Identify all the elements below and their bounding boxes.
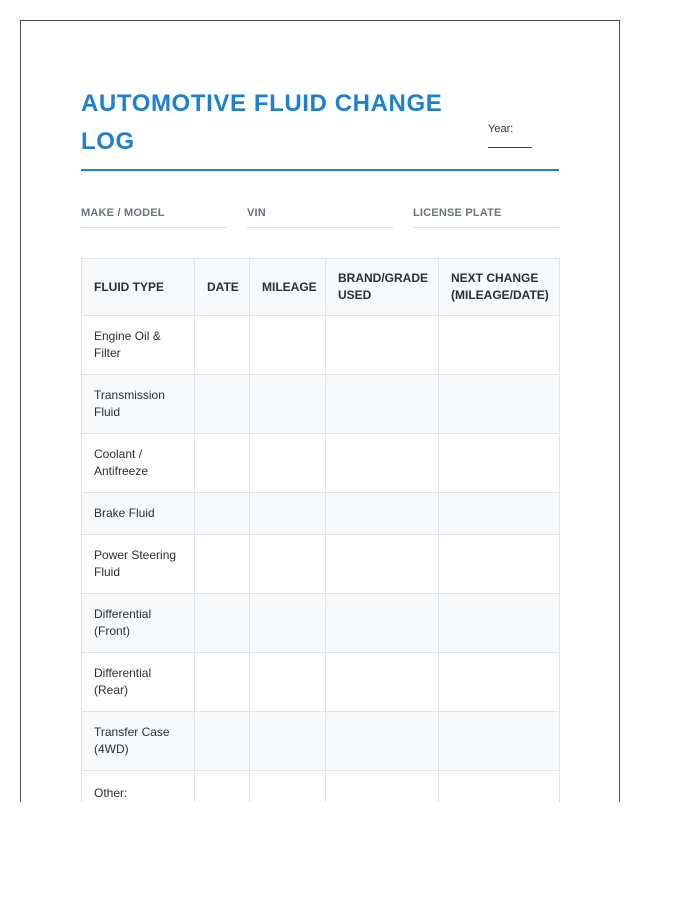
vin-field[interactable]: VIN: [247, 207, 393, 228]
next-change-cell[interactable]: [439, 375, 560, 434]
fluid-type-cell: Differential (Front): [82, 594, 195, 653]
brand-grade-cell[interactable]: [326, 712, 439, 771]
brand-grade-cell[interactable]: [326, 375, 439, 434]
fluid-type-cell: Power Steering Fluid: [82, 535, 195, 594]
next-change-cell[interactable]: [439, 493, 560, 535]
next-change-cell[interactable]: [439, 771, 560, 803]
fluid-type-cell: Other:: [82, 771, 195, 803]
brand-grade-cell[interactable]: [326, 771, 439, 803]
mileage-cell[interactable]: [250, 594, 326, 653]
document-title: AUTOMOTIVE FLUID CHANGE LOG: [81, 90, 443, 155]
table-row: [82, 493, 560, 535]
next-change-cell[interactable]: [439, 535, 560, 594]
brand-grade-cell[interactable]: [326, 535, 439, 594]
header-next-change: NEXT CHANGE (MILEAGE/DATE): [439, 259, 560, 316]
year-blank-line[interactable]: [488, 147, 532, 148]
brand-grade-cell[interactable]: [326, 653, 439, 712]
mileage-cell[interactable]: [250, 316, 326, 375]
date-cell[interactable]: [195, 771, 250, 803]
mileage-cell[interactable]: [250, 712, 326, 771]
date-cell[interactable]: [195, 712, 250, 771]
table-row: [82, 316, 560, 375]
date-cell[interactable]: [195, 316, 250, 375]
table-row: [82, 594, 560, 653]
table-row: [82, 653, 560, 712]
next-change-cell[interactable]: [439, 712, 560, 771]
vehicle-info-fields: [81, 207, 559, 229]
log-sheet: [20, 20, 620, 802]
date-cell[interactable]: [195, 434, 250, 493]
mileage-cell[interactable]: [250, 434, 326, 493]
year-field: [488, 123, 548, 148]
fluid-type-cell: Transfer Case (4WD): [82, 712, 195, 771]
header-brand-grade: BRAND/GRADE USED: [326, 259, 439, 316]
table-row: [82, 535, 560, 594]
date-cell[interactable]: [195, 653, 250, 712]
brand-grade-cell[interactable]: [326, 316, 439, 375]
mileage-cell[interactable]: [250, 493, 326, 535]
brand-grade-cell[interactable]: [326, 493, 439, 535]
mileage-cell[interactable]: [250, 653, 326, 712]
table-row: [82, 375, 560, 434]
date-cell[interactable]: [195, 535, 250, 594]
next-change-cell[interactable]: [439, 434, 560, 493]
next-change-cell[interactable]: [439, 653, 560, 712]
header-date: DATE: [195, 259, 250, 316]
table-header-row: [82, 259, 560, 316]
date-cell[interactable]: [195, 375, 250, 434]
date-cell[interactable]: [195, 493, 250, 535]
table-row: [82, 712, 560, 771]
mileage-cell[interactable]: [250, 375, 326, 434]
date-cell[interactable]: [195, 594, 250, 653]
brand-grade-cell[interactable]: [326, 594, 439, 653]
table-row: [82, 771, 560, 803]
license-plate-field[interactable]: LICENSE PLATE: [413, 207, 559, 228]
fluid-type-cell: Coolant / Antifreeze: [82, 434, 195, 493]
fluid-type-cell: Transmission Fluid: [82, 375, 195, 434]
header-fluid-type: FLUID TYPE: [82, 259, 195, 316]
fluid-log-table: [81, 258, 560, 802]
table-row: [82, 434, 560, 493]
next-change-cell[interactable]: [439, 594, 560, 653]
next-change-cell[interactable]: [439, 316, 560, 375]
fluid-type-cell: Brake Fluid: [82, 493, 195, 535]
brand-grade-cell[interactable]: [326, 434, 439, 493]
document-header: [81, 83, 559, 171]
header-mileage: MILEAGE: [250, 259, 326, 316]
mileage-cell[interactable]: [250, 771, 326, 803]
fluid-type-cell: Engine Oil & Filter: [82, 316, 195, 375]
year-label: Year:: [488, 123, 514, 135]
fluid-type-cell: Differential (Rear): [82, 653, 195, 712]
mileage-cell[interactable]: [250, 535, 326, 594]
make-model-field[interactable]: MAKE / MODEL: [81, 207, 227, 228]
